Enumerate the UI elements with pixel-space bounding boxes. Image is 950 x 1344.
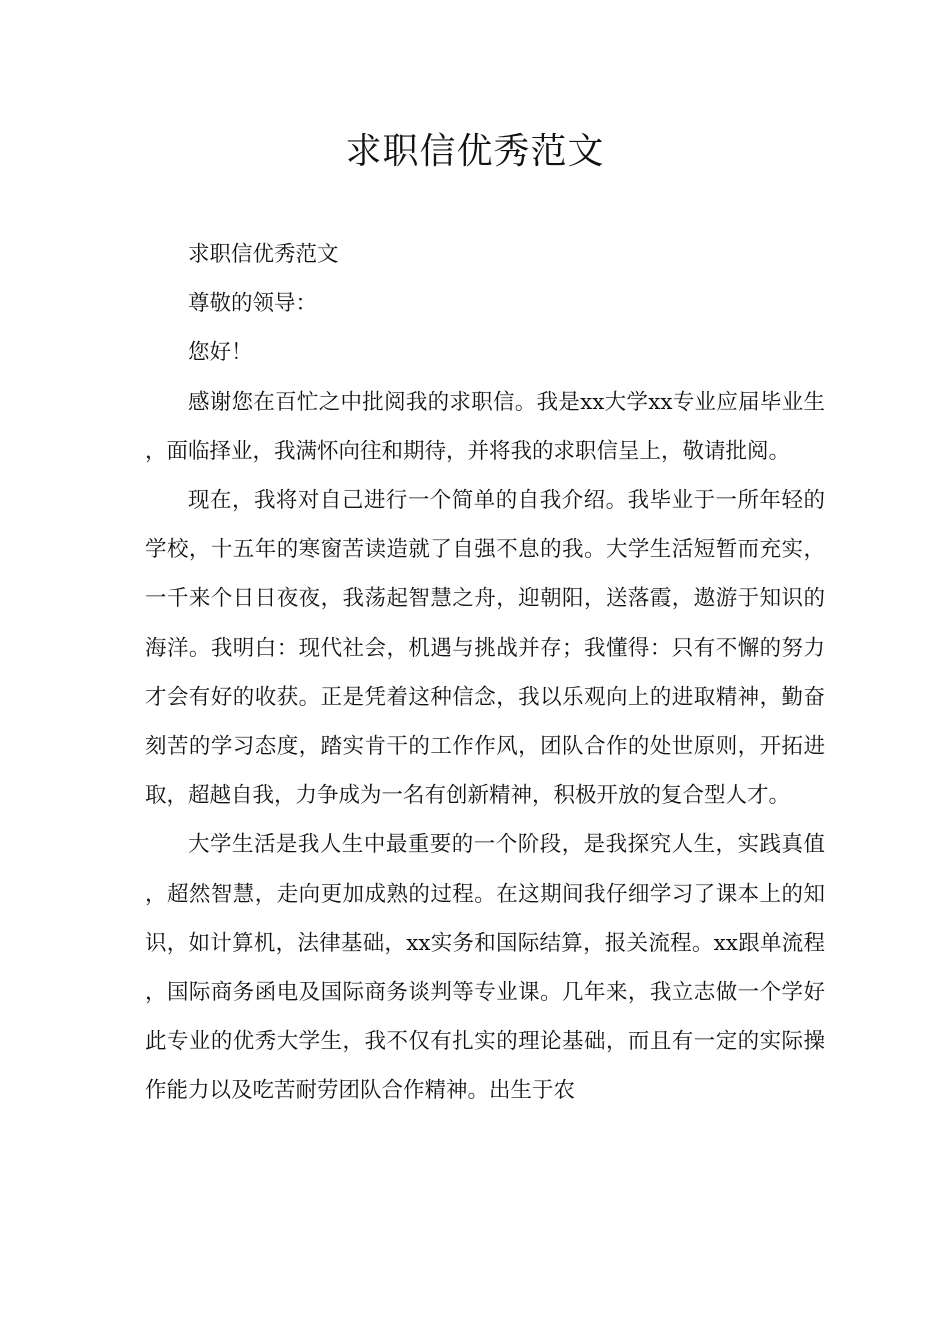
document-body xyxy=(145,230,825,1116)
paragraph-subtitle: 求职信优秀范文 xyxy=(188,242,339,267)
paragraph-self-introduction: 现在，我将对自己进行一个简单的自我介绍。我毕业于一所年轻的学校，十五年的寒窗苦读造就了自强不息的我。大学生活短暂而充实，一千来个日日夜夜，我荡起智慧之舟，迎朝阳，送落霞，遨游于知识的海洋。我明白：现代社会，机遇与挑战并存；我懂得：只有不懈的努力才会有好的收获。正是凭着这种信念，我以乐观向上的进取精神，勤奋刻苦的学习态度，踏实肯干的工作作风，团队合作的处世原则，开拓进取，超越自我，力争成为一名有创新精神，积极开放的复合型人才。 xyxy=(145,488,825,809)
paragraph-greeting: 您好！ xyxy=(188,340,253,366)
paragraph-intro: 感谢您在百忙之中批阅我的求职信。我是xx大学xx专业应届毕业生，面临择业，我满怀向往和期待，并将我的求职信呈上，敬请批阅。 xyxy=(145,389,825,464)
paragraph-salutation: 尊敬的领导： xyxy=(188,291,318,317)
document-title: 求职信优秀范文 xyxy=(345,131,605,172)
paragraph-university-life: 大学生活是我人生中最重要的一个阶段，是我探究人生，实践真值，超然智慧，走向更加成熟的过程。在这期间我仔细学习了课本上的知识，如计算机，法律基础，xx实务和国际结算，报关流程。xx跟单流程，国际商务函电及国际商务谈判等专业课。几年来，我立志做一个学好此专业的优秀大学生，我不仅有扎实的理论基础，而且有一定的实际操作能力以及吃苦耐劳团队合作精神。出生于农 xyxy=(145,832,825,1104)
